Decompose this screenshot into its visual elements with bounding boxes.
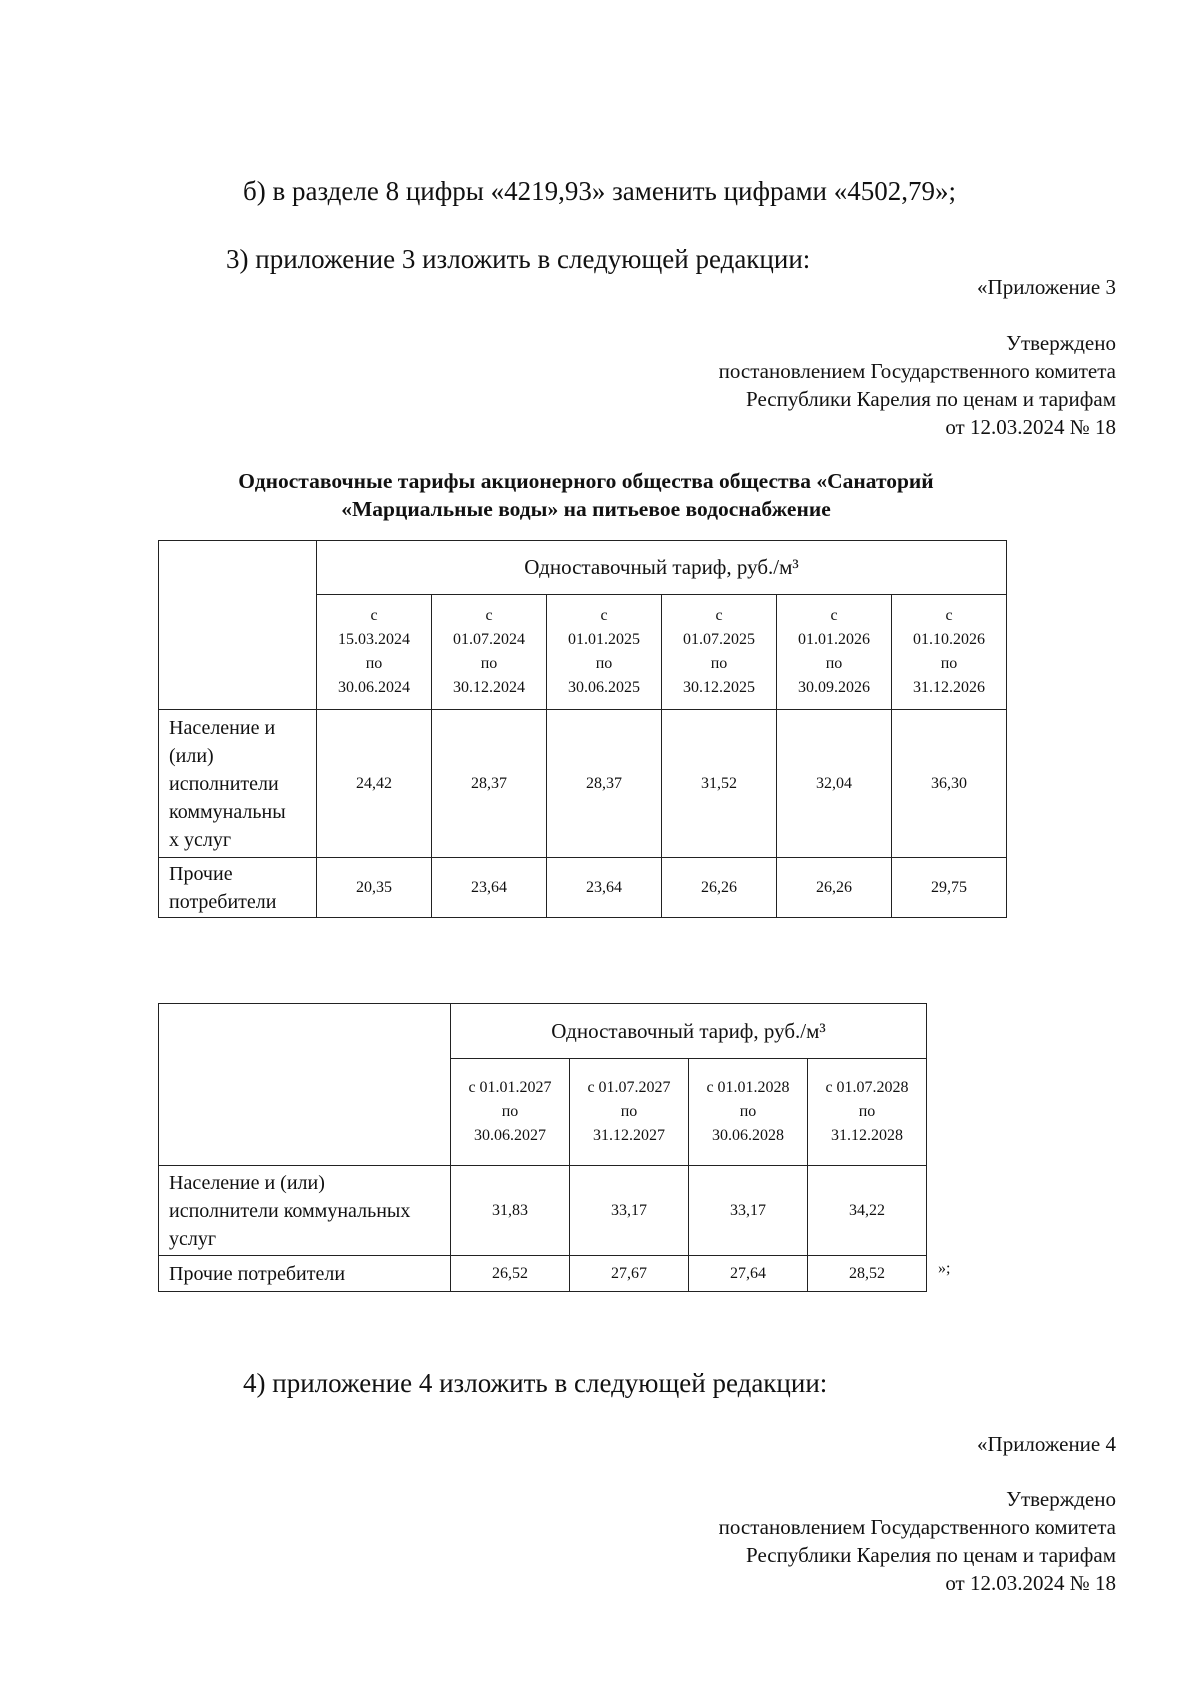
- tariff-value: 33,17: [689, 1166, 808, 1256]
- period-column-header: с 01.07.2025 по 30.12.2025: [662, 595, 777, 710]
- approved-by-line1: постановлением Государственного комитета: [718, 1515, 1116, 1539]
- tariff-value: 23,64: [432, 858, 547, 918]
- table-title-line2: «Марциальные воды» на питьевое водоснабжение: [341, 497, 831, 521]
- tariff-value: 28,37: [547, 710, 662, 858]
- period-column-header: с 01.01.2025 по 30.06.2025: [547, 595, 662, 710]
- row-label-other: Прочие потребители: [159, 858, 317, 918]
- table-row: [159, 858, 1007, 918]
- paragraph-b: б) в разделе 8 цифры «4219,93» заменить цифрами «4502,79»;: [243, 176, 956, 206]
- approval-date-number: от 12.03.2024 № 18: [945, 415, 1116, 439]
- appendix-3-label: «Приложение 3: [977, 275, 1116, 299]
- tariff-value: 28,37: [432, 710, 547, 858]
- tariff-value: 34,22: [808, 1166, 927, 1256]
- tariff-value: 29,75: [892, 858, 1007, 918]
- tariff-value: 32,04: [777, 710, 892, 858]
- table-row: [159, 710, 1007, 858]
- paragraph-4: 4) приложение 4 изложить в следующей редакции:: [243, 1368, 828, 1398]
- tariff-value: 27,67: [570, 1256, 689, 1292]
- table2-header: Одноставочный тариф, руб./м³: [451, 1004, 927, 1059]
- tariff-value: 28,52: [808, 1256, 927, 1292]
- tariff-table-2024-2026: [158, 540, 1007, 918]
- tariff-table-2027-2028: [158, 1003, 927, 1292]
- appendix-3-approval: [719, 329, 1116, 441]
- tariff-value: 23,64: [547, 858, 662, 918]
- tariff-value: 26,52: [451, 1256, 570, 1292]
- approved-by-line2: Республики Карелия по ценам и тарифам: [746, 387, 1116, 411]
- approval-date-number: от 12.03.2024 № 18: [945, 1571, 1116, 1595]
- period-column-header: с 01.07.2027 по 31.12.2027: [570, 1059, 689, 1166]
- row-label-population: Население и (или) исполнители коммунальных услуг: [159, 1166, 451, 1256]
- period-column-header: с 01.01.2026 по 30.09.2026: [777, 595, 892, 710]
- tariff-value: 27,64: [689, 1256, 808, 1292]
- approved-word: Утверждено: [1006, 331, 1116, 355]
- table1-header: Одноставочный тариф, руб./м³: [317, 541, 1007, 595]
- table-title-line1: Одноставочные тарифы акционерного общества общества «Санаторий: [238, 469, 934, 493]
- period-column-header: с 01.10.2026 по 31.12.2026: [892, 595, 1007, 710]
- paragraph-3: 3) приложение 3 изложить в следующей редакции:: [226, 244, 811, 274]
- table-row: [159, 1256, 927, 1292]
- tariff-value: 26,26: [662, 858, 777, 918]
- tariff-value: 33,17: [570, 1166, 689, 1256]
- table-title: [160, 467, 1012, 523]
- row-label-population: Население и (или) исполнители коммунальны х услуг: [159, 710, 317, 858]
- period-column-header: с 01.07.2028 по 31.12.2028: [808, 1059, 927, 1166]
- period-column-header: с 01.01.2027 по 30.06.2027: [451, 1059, 570, 1166]
- approved-word: Утверждено: [1006, 1487, 1116, 1511]
- tariff-value: 26,26: [777, 858, 892, 918]
- tariff-value: 31,83: [451, 1166, 570, 1256]
- period-column-header: с 15.03.2024 по 30.06.2024: [317, 595, 432, 710]
- tariff-value: 36,30: [892, 710, 1007, 858]
- period-column-header: с 01.07.2024 по 30.12.2024: [432, 595, 547, 710]
- table2-corner-cell: [159, 1004, 451, 1166]
- tariff-value: 24,42: [317, 710, 432, 858]
- tariff-value: 20,35: [317, 858, 432, 918]
- appendix-4-approval: [719, 1485, 1116, 1597]
- table-row: [159, 1166, 927, 1256]
- row-label-other: Прочие потребители: [159, 1256, 451, 1292]
- table1-corner-cell: [159, 541, 317, 710]
- period-column-header: с 01.01.2028 по 30.06.2028: [689, 1059, 808, 1166]
- approved-by-line2: Республики Карелия по ценам и тарифам: [746, 1543, 1116, 1567]
- approved-by-line1: постановлением Государственного комитета: [718, 359, 1116, 383]
- appendix-4-label: «Приложение 4: [977, 1432, 1116, 1456]
- tariff-value: 31,52: [662, 710, 777, 858]
- closing-quote: »;: [938, 1260, 951, 1277]
